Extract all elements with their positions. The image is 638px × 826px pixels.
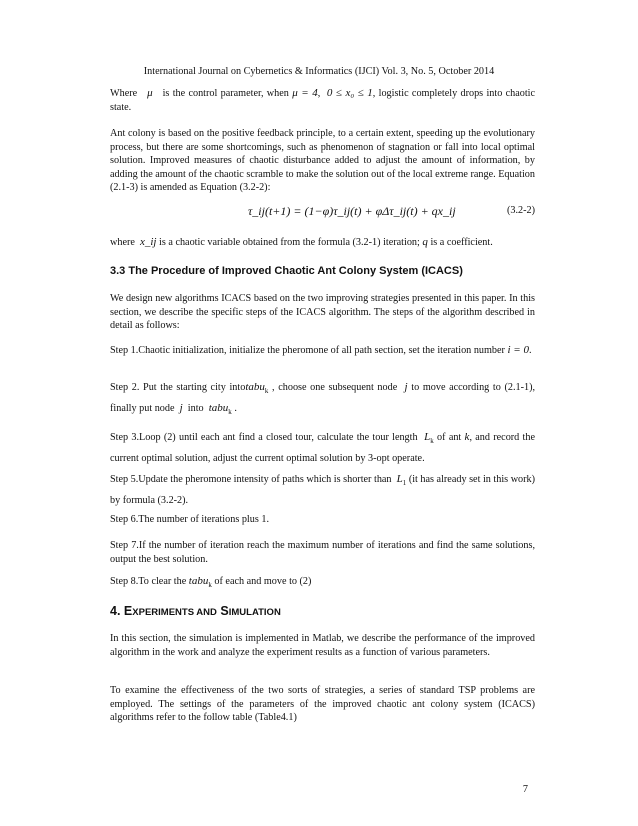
text: Where [110,88,138,99]
math-inline: i = 0 [507,344,529,356]
subscript: k [228,408,232,417]
math-inline: j [179,402,183,415]
section-heading-3-3: 3.3 The Procedure of Improved Chaotic Ant Colony System (ICACS) [110,265,463,277]
text: , and record the current optimal solution, adjust the current optimal solution by 3-opt operate. [110,432,535,465]
section-heading-4 [110,604,281,618]
text: , logistic completely drops into chaotic state. [110,88,536,113]
text: (it has already set in this work) by formula (3.2-2). [110,474,536,507]
paragraph-control-parameter [110,87,535,114]
math-inline: k [464,431,470,443]
math-inline: tabu [245,381,265,393]
step-2 [110,379,535,421]
paragraph-simulation: In this section, the simulation is implemented in Matlab, we describe the performance of the improved algorithm in the work and analyze the experiment results as a function of various parameters. [110,633,535,658]
text: is the control parameter, when [162,88,289,99]
mu-symbol: μ [147,87,153,99]
math-inline: μ = 4 [292,87,318,99]
equation-formula: τ_ij(t+1) = (1−φ)τ_ij(t) + φΔτ_ij(t) + qx_ij [248,204,456,218]
heading-number: 4. [110,604,121,618]
step-3 [110,429,535,467]
page-number: 7 [522,784,528,795]
step-7: Step 7.If the number of iteration reach the maximum number of iterations and find the same solutions, output the best solution. [110,540,535,565]
text: . [528,345,532,356]
subscript: k [430,437,434,446]
subscript: k [264,387,269,396]
text: of ant [437,432,462,443]
text: Step 5.Update the pheromone intensity of paths which is shorter than [110,474,392,485]
heading-cap: S [220,604,229,618]
text: Step 3.Loop (2) until each ant find a closed tour, calculate the tour length [110,432,418,443]
journal-header: International Journal on Cybernetics & Informatics (IJCI) Vol. 3, No. 5, October 2014 [143,66,495,77]
heading-smallcaps: XPERIMENTS AND [132,607,217,618]
step-8 [110,575,535,593]
math-inline: tabu [188,575,209,587]
math-inline: q [422,236,428,248]
text: where [110,237,135,248]
math-inline: L [396,473,403,485]
subscript: 1 [402,479,407,488]
math-inline: x_ij [139,236,157,248]
text: Step 1.Chaotic initialization, initialize the pheromone of all path section, set the iteration number [110,345,505,356]
text: , choose one subsequent node [272,382,398,393]
text: of each and move to (2) [214,576,312,587]
text: into [187,403,204,415]
text: Step 2. Put the starting city into [110,382,246,393]
text: is a chaotic variable obtained from the formula (3.2-1) iteration; [159,237,420,248]
text: to move according to (2.1-1), finally put node [110,382,536,415]
step-1 [110,344,535,358]
subscript: k [208,581,212,590]
paragraph-icacs-intro: We design new algorithms ICACS based on the two improving strategies presented in this paper. In this section, we describe the specific steps of the ICACS algorithm. The steps of the algorithm described in detail as follows: [110,293,535,332]
text: . [234,403,237,415]
heading-cap: E [123,604,133,618]
step-6: Step 6.The number of iterations plus 1. [110,514,270,525]
step-5 [110,471,535,509]
equation-number: (3.2-2) [506,205,535,216]
math-inline: 0 ≤ x₀ ≤ 1 [326,87,373,99]
text: Step 8.To clear the [110,576,187,587]
heading-smallcaps: IMULATION [228,607,281,618]
math-inline: tabu [208,402,229,415]
text: , [317,88,321,99]
text: is a coefficient. [430,237,493,248]
paragraph-ant-colony: Ant colony is based on the positive feedback principle, to a certain extent, speeding up the evolutionary process, but there are some shortcomings, such as phenomenon of stagnation or fall into local optimal solution. Improved measures of chaotic disturbance added to adjust the amount of information, by adding the amount of the chaotic scramble to make the solution out of the local extreme range. Equation (2.1-3) is amended as Equation (3.2-2): [110,128,535,194]
paragraph-tsp: To examine the effectiveness of the two sorts of strategies, a series of standard TSP problems are employed. The settings of the parameters of the improved chaotic ant colony system (ICACS) algorithms refer to the follow table (Table4.1) [110,685,535,724]
math-inline: j [404,381,408,393]
math-inline: L [424,431,431,443]
paragraph-where-x [110,236,535,250]
